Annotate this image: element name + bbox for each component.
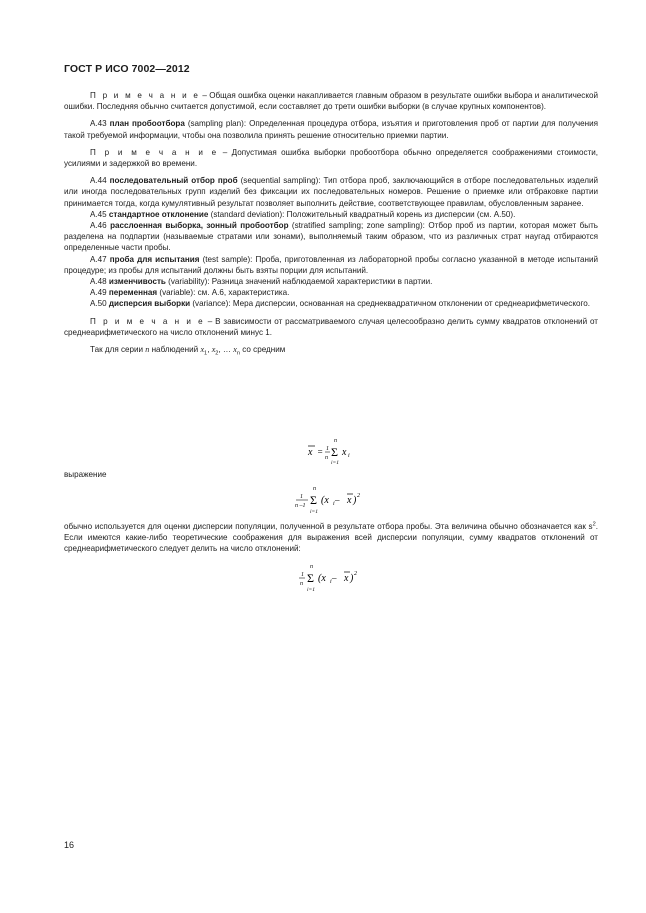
formula-population-sub: i bbox=[330, 579, 332, 585]
formula-mean-sub: i bbox=[348, 453, 350, 459]
sigma-icon: Σ bbox=[331, 445, 338, 459]
formula-population-den: n bbox=[300, 581, 303, 587]
formula-mean-num: 1 bbox=[326, 446, 329, 452]
term: расслоенная выборка, зонный пробоотбор bbox=[110, 221, 289, 231]
sigma-icon: Σ bbox=[310, 493, 317, 507]
formula-mean-term: x bbox=[342, 447, 347, 458]
formula-variance-sub: i bbox=[333, 501, 335, 507]
formula-mean-lhs: x bbox=[308, 447, 313, 458]
formula-population-close: ) bbox=[350, 573, 354, 584]
expression-label: выражение bbox=[64, 470, 107, 479]
definition-a49: А.49 переменная (variable): см. А.6, характеристика. bbox=[90, 288, 290, 298]
term: план пробоотбора bbox=[109, 119, 185, 129]
formula-population-num: 1 bbox=[301, 572, 304, 578]
formula-variance-xbar: x bbox=[347, 495, 352, 506]
note-label: П р и м е ч а н и е bbox=[90, 147, 219, 157]
formula-population-minus: – bbox=[332, 573, 337, 583]
formula-population-bottom: i=1 bbox=[307, 587, 315, 593]
formula-population-top: n bbox=[310, 564, 313, 570]
term: дисперсия выборки bbox=[108, 299, 191, 309]
main-text bbox=[64, 90, 598, 355]
term: стандартное отклонение bbox=[108, 209, 209, 219]
term: последовательный отбор проб bbox=[109, 176, 238, 186]
paragraph-after-formula: обычно используется для оценки дисперсии популяции, полученной в результате отбора пробы. Эта величина обычно обозначается как $s^2$. Если имеются какие-либо теоретические соображения для выражения всей дисперсии популяции, сумму квадратов отклонений от среднеарифметического следует делить на число отклонений: bbox=[64, 521, 598, 554]
page-number: 16 bbox=[64, 840, 75, 850]
series-intro: Так для серии n наблюдений $x_1$, $x_2$, … $x_n$ со средним bbox=[90, 345, 286, 357]
note-1: П р и м е ч а н и е – Общая ошибка оценки накапливается главным образом в результате ошибки выбора и аналитической ошибки. Последняя обычно считается допустимой, если составляет до трети ошибки выборки (в случае крупных компонентов). bbox=[64, 91, 599, 112]
document-header: ГОСТ Р ИСО 7002—2012 bbox=[64, 63, 190, 75]
formula-variance-n bbox=[292, 560, 382, 594]
formula-variance-close: ) bbox=[353, 495, 357, 506]
formula-variance-body: (x bbox=[321, 495, 329, 506]
formula-mean bbox=[300, 434, 370, 468]
formula-variance-minus: – bbox=[335, 495, 340, 505]
formula-mean-bottom: i=1 bbox=[331, 460, 339, 466]
formula-variance-n-1 bbox=[288, 482, 378, 516]
definition-a43: А.43 план пробоотбора (sampling plan): Определенная процедура отбора, изъятия и приготовления проб от партии для получения такой требуемой информации, чтобы она позволила принять решение относительно приемки партии. bbox=[64, 119, 599, 140]
definition-a45: А.45 стандартное отклонение (standard deviation): Положительный квадратный корень из дисперсии (см. А.50). bbox=[90, 209, 516, 219]
formula-variance-top: n bbox=[313, 486, 316, 492]
formula-variance-num: 1 bbox=[300, 494, 303, 500]
definition-a48: А.48 изменчивость (variability): Разница значений наблюдаемой характеристики в партии. bbox=[90, 277, 433, 287]
formula-variance-bottom: i=1 bbox=[310, 509, 318, 515]
term: проба для испытания bbox=[109, 254, 200, 264]
formula-population-body: (x bbox=[318, 573, 326, 584]
formula-variance-power: 2 bbox=[357, 493, 360, 499]
formula-variance-den: n –1 bbox=[295, 503, 306, 509]
formula-mean-eq: = bbox=[317, 447, 324, 457]
term: переменная bbox=[108, 288, 158, 298]
note-label: П р и м е ч а н и е bbox=[90, 316, 205, 326]
note-label: П р и м е ч а н и е bbox=[90, 91, 201, 100]
sigma-icon: Σ bbox=[307, 571, 314, 585]
definition-a47: А.47 проба для испытания (test sample): Проба, приготовленная из лабораторной пробы согласно указанной в методе испытаний процедуре; из пробы для испытаний должны быть взяты порции для испытаний. bbox=[64, 254, 599, 275]
definition-a50: А.50 дисперсия выборки (variance): Мера дисперсии, основанная на среднеквадратичном отклонении от среднеарифметического. bbox=[90, 299, 590, 309]
term: изменчивость bbox=[108, 277, 166, 287]
formula-mean-top: n bbox=[334, 438, 337, 444]
formula-population-xbar: x bbox=[344, 573, 349, 584]
note-3: П р и м е ч а н и е – В зависимости от рассматриваемого случая целесообразно делить сумму квадратов отклонений от среднеарифметического на число отклонений минус 1. bbox=[64, 316, 599, 337]
formula-mean-den: n bbox=[325, 455, 328, 461]
note-2: П р и м е ч а н и е – Допустимая ошибка выборки пробоотбора обычно определяется соображениями стоимости, усилиями и задержкой во времени. bbox=[64, 147, 598, 169]
definition-a44: А.44 последовательный отбор проб (sequential sampling): Тип отбора проб, заключающийся в отборе последовательных изделий или иногда последовательных групп изделий без фиксации их последовательных номеров. Решение о приемке или отбраковке партии принимается тогда, когда кумулятивный результат позволяет выполнить действие, соответствующее правилам, обусловленным заранее. bbox=[64, 176, 598, 208]
formula-population-power: 2 bbox=[354, 571, 357, 577]
definition-a46: А.46 расслоенная выборка, зонный пробоотбор (stratified sampling; zone sampling): Отбор проб из партии, которая может быть разделена на подпартии (называемые стратами или зонами), выполняемый таким образом, что из различных страт наугад отбираются определенные части пробы. bbox=[64, 221, 598, 253]
